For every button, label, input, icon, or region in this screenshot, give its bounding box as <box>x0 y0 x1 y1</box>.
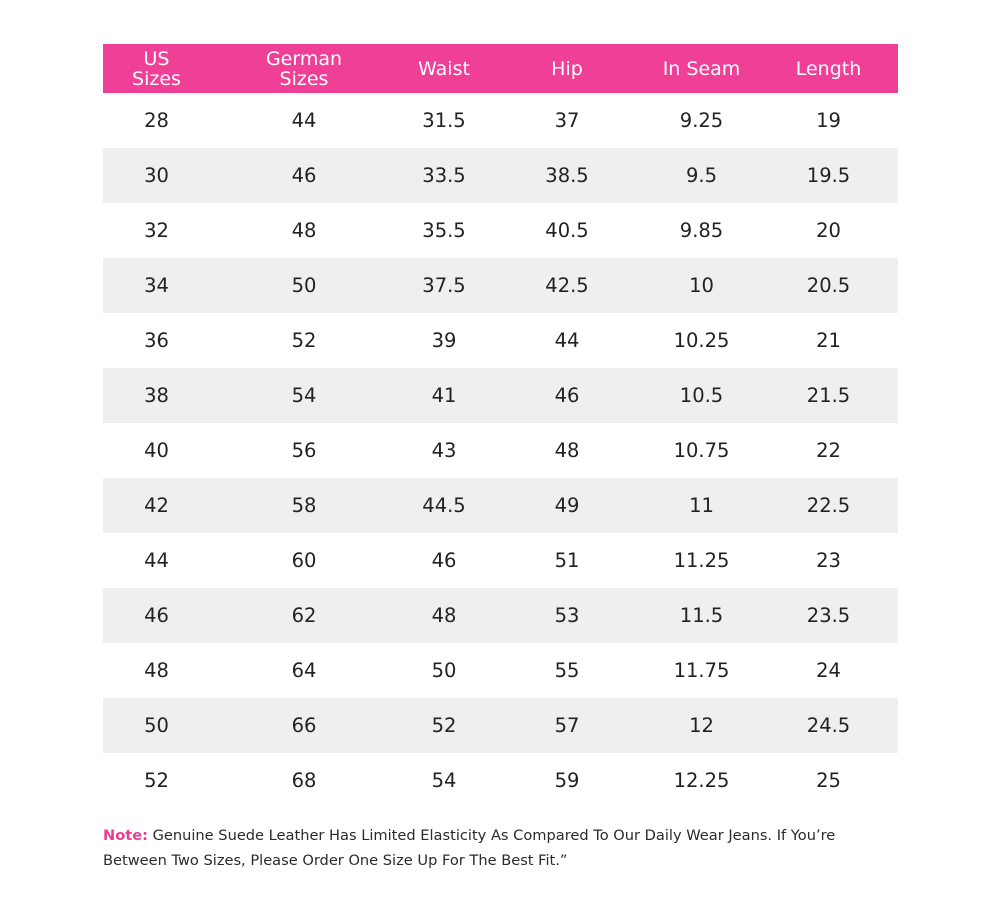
cell-in-seam: 10.25 <box>673 329 730 352</box>
cell-in-seam: 11.75 <box>673 659 730 682</box>
cell-length: 19.5 <box>806 164 851 187</box>
table-header-row <box>103 44 898 93</box>
cell-length: 20 <box>816 219 841 242</box>
cell-waist: 43 <box>431 439 457 462</box>
cell-german-size: 52 <box>291 329 317 352</box>
cell-us-size: 28 <box>144 109 169 132</box>
cell-in-seam: 10.5 <box>679 384 724 407</box>
header-hip: Hip <box>551 57 583 80</box>
cell-german-size: 58 <box>291 494 317 517</box>
cell-german-size: 64 <box>291 659 317 682</box>
table-row <box>103 588 898 643</box>
table-row <box>103 753 898 808</box>
header-us-sizes: US Sizes <box>132 47 181 90</box>
cell-hip: 51 <box>554 549 580 572</box>
cell-length: 20.5 <box>806 274 851 297</box>
fit-note <box>103 824 903 873</box>
cell-in-seam: 10 <box>689 274 714 297</box>
cell-us-size: 38 <box>144 384 169 407</box>
table-row <box>103 203 898 258</box>
cell-length: 24.5 <box>806 714 851 737</box>
cell-length: 24 <box>816 659 841 682</box>
cell-length: 22.5 <box>806 494 851 517</box>
table-row <box>103 93 898 148</box>
cell-waist: 35.5 <box>422 219 466 242</box>
note-text: Genuine Suede Leather Has Limited Elasticity As Compared To Our Daily Wear Jeans. If You’re Between Two Sizes, Please Order One Size Up For The Best Fit.” <box>103 827 836 869</box>
cell-us-size: 36 <box>144 329 169 352</box>
cell-hip: 48 <box>554 439 580 462</box>
cell-in-seam: 9.85 <box>679 219 724 242</box>
cell-waist: 48 <box>431 604 457 627</box>
cell-length: 21.5 <box>806 384 851 407</box>
cell-length: 23.5 <box>806 604 851 627</box>
cell-german-size: 56 <box>291 439 317 462</box>
table-row <box>103 423 898 478</box>
table-row <box>103 478 898 533</box>
table-row <box>103 533 898 588</box>
cell-length: 21 <box>816 329 841 352</box>
table-row <box>103 313 898 368</box>
cell-german-size: 60 <box>291 549 317 572</box>
cell-german-size: 62 <box>291 604 317 627</box>
cell-length: 23 <box>816 549 841 572</box>
cell-german-size: 66 <box>291 714 317 737</box>
cell-hip: 59 <box>554 769 580 792</box>
cell-hip: 57 <box>554 714 580 737</box>
cell-hip: 38.5 <box>545 164 589 187</box>
cell-in-seam: 12 <box>689 714 714 737</box>
cell-waist: 31.5 <box>422 109 466 132</box>
cell-waist: 37.5 <box>422 274 466 297</box>
cell-waist: 54 <box>431 769 457 792</box>
cell-us-size: 34 <box>144 274 169 297</box>
cell-us-size: 40 <box>144 439 169 462</box>
note-label: Note: <box>103 827 148 844</box>
cell-us-size: 52 <box>144 769 169 792</box>
cell-waist: 50 <box>431 659 457 682</box>
cell-german-size: 54 <box>291 384 317 407</box>
cell-waist: 52 <box>431 714 457 737</box>
cell-waist: 46 <box>431 549 457 572</box>
cell-length: 19 <box>816 109 841 132</box>
cell-us-size: 44 <box>144 549 169 572</box>
cell-in-seam: 9.5 <box>685 164 717 187</box>
size-chart-table <box>103 44 898 808</box>
table-row <box>103 258 898 313</box>
cell-waist: 39 <box>431 329 457 352</box>
cell-hip: 44 <box>554 329 580 352</box>
header-length: Length <box>795 57 862 80</box>
cell-us-size: 50 <box>144 714 169 737</box>
header-in-seam: In Seam <box>662 57 741 80</box>
cell-us-size: 32 <box>144 219 169 242</box>
cell-german-size: 68 <box>291 769 317 792</box>
table-row <box>103 368 898 423</box>
cell-hip: 53 <box>554 604 580 627</box>
cell-hip: 46 <box>554 384 580 407</box>
cell-us-size: 46 <box>144 604 169 627</box>
cell-german-size: 48 <box>291 219 317 242</box>
cell-hip: 37 <box>554 109 580 132</box>
cell-german-size: 46 <box>291 164 317 187</box>
cell-german-size: 50 <box>291 274 317 297</box>
table-row <box>103 643 898 698</box>
cell-german-size: 44 <box>291 109 317 132</box>
cell-waist: 44.5 <box>422 494 466 517</box>
table-row <box>103 698 898 753</box>
cell-us-size: 42 <box>144 494 169 517</box>
cell-waist: 33.5 <box>422 164 466 187</box>
cell-hip: 40.5 <box>545 219 589 242</box>
cell-in-seam: 11.25 <box>673 549 730 572</box>
cell-in-seam: 12.25 <box>673 769 730 792</box>
header-german-sizes: German Sizes <box>265 47 343 90</box>
cell-length: 22 <box>816 439 841 462</box>
table-row <box>103 148 898 203</box>
cell-us-size: 48 <box>144 659 169 682</box>
cell-hip: 49 <box>554 494 580 517</box>
cell-us-size: 30 <box>144 164 169 187</box>
cell-in-seam: 11 <box>689 494 714 517</box>
cell-length: 25 <box>816 769 841 792</box>
cell-in-seam: 10.75 <box>673 439 730 462</box>
cell-hip: 42.5 <box>545 274 589 297</box>
cell-waist: 41 <box>431 384 457 407</box>
cell-in-seam: 11.5 <box>679 604 724 627</box>
cell-in-seam: 9.25 <box>679 109 724 132</box>
header-waist: Waist <box>418 57 470 80</box>
cell-hip: 55 <box>554 659 580 682</box>
